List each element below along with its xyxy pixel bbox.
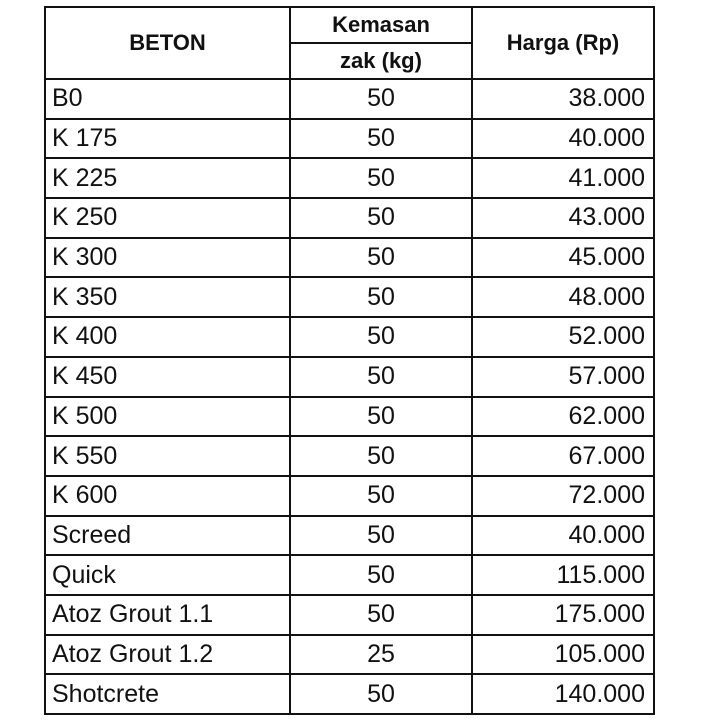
cell-beton: K 300 [45,238,290,278]
cell-beton: Quick [45,555,290,595]
cell-kemasan: 50 [290,436,472,476]
header-beton: BETON [45,7,290,79]
header-harga: Harga (Rp) [472,7,654,79]
cell-kemasan: 50 [290,476,472,516]
cell-beton: K 400 [45,317,290,357]
cell-harga: 38.000 [472,79,654,119]
cell-kemasan: 50 [290,158,472,198]
table-row [45,317,654,357]
cell-harga: 115.000 [472,555,654,595]
cell-harga: 52.000 [472,317,654,357]
cell-beton: Screed [45,516,290,556]
table-row [45,436,654,476]
cell-beton: K 225 [45,158,290,198]
cell-beton: K 350 [45,277,290,317]
cell-kemasan: 50 [290,595,472,635]
table-header [45,7,654,79]
cell-harga: 62.000 [472,397,654,437]
cell-beton: K 550 [45,436,290,476]
cell-beton: B0 [45,79,290,119]
table-row [45,79,654,119]
price-table-container [44,6,655,715]
cell-harga: 67.000 [472,436,654,476]
cell-harga: 45.000 [472,238,654,278]
cell-harga: 40.000 [472,516,654,556]
table-row [45,595,654,635]
table-row [45,674,654,714]
table-row [45,357,654,397]
table-row [45,476,654,516]
table-row [45,555,654,595]
header-row-top [45,7,654,43]
cell-beton: K 600 [45,476,290,516]
cell-kemasan: 50 [290,357,472,397]
cell-kemasan: 50 [290,516,472,556]
cell-harga: 41.000 [472,158,654,198]
price-table [44,6,655,715]
cell-kemasan: 50 [290,277,472,317]
cell-harga: 40.000 [472,119,654,159]
cell-harga: 105.000 [472,635,654,675]
table-row [45,198,654,238]
table-row [45,516,654,556]
cell-harga: 48.000 [472,277,654,317]
cell-kemasan: 50 [290,397,472,437]
table-row [45,397,654,437]
cell-beton: K 450 [45,357,290,397]
cell-beton: Atoz Grout 1.2 [45,635,290,675]
cell-kemasan: 25 [290,635,472,675]
cell-beton: K 500 [45,397,290,437]
header-kemasan: Kemasan [290,7,472,43]
cell-kemasan: 50 [290,317,472,357]
table-row [45,635,654,675]
table-body [45,79,654,714]
cell-kemasan: 50 [290,674,472,714]
table-row [45,238,654,278]
cell-kemasan: 50 [290,238,472,278]
cell-kemasan: 50 [290,198,472,238]
table-row [45,119,654,159]
cell-beton: Shotcrete [45,674,290,714]
cell-harga: 43.000 [472,198,654,238]
cell-beton: Atoz Grout 1.1 [45,595,290,635]
cell-harga: 72.000 [472,476,654,516]
cell-harga: 175.000 [472,595,654,635]
cell-beton: K 175 [45,119,290,159]
cell-kemasan: 50 [290,119,472,159]
cell-harga: 140.000 [472,674,654,714]
table-row [45,277,654,317]
header-zak: zak (kg) [290,43,472,79]
table-row [45,158,654,198]
cell-kemasan: 50 [290,79,472,119]
cell-beton: K 250 [45,198,290,238]
cell-harga: 57.000 [472,357,654,397]
cell-kemasan: 50 [290,555,472,595]
